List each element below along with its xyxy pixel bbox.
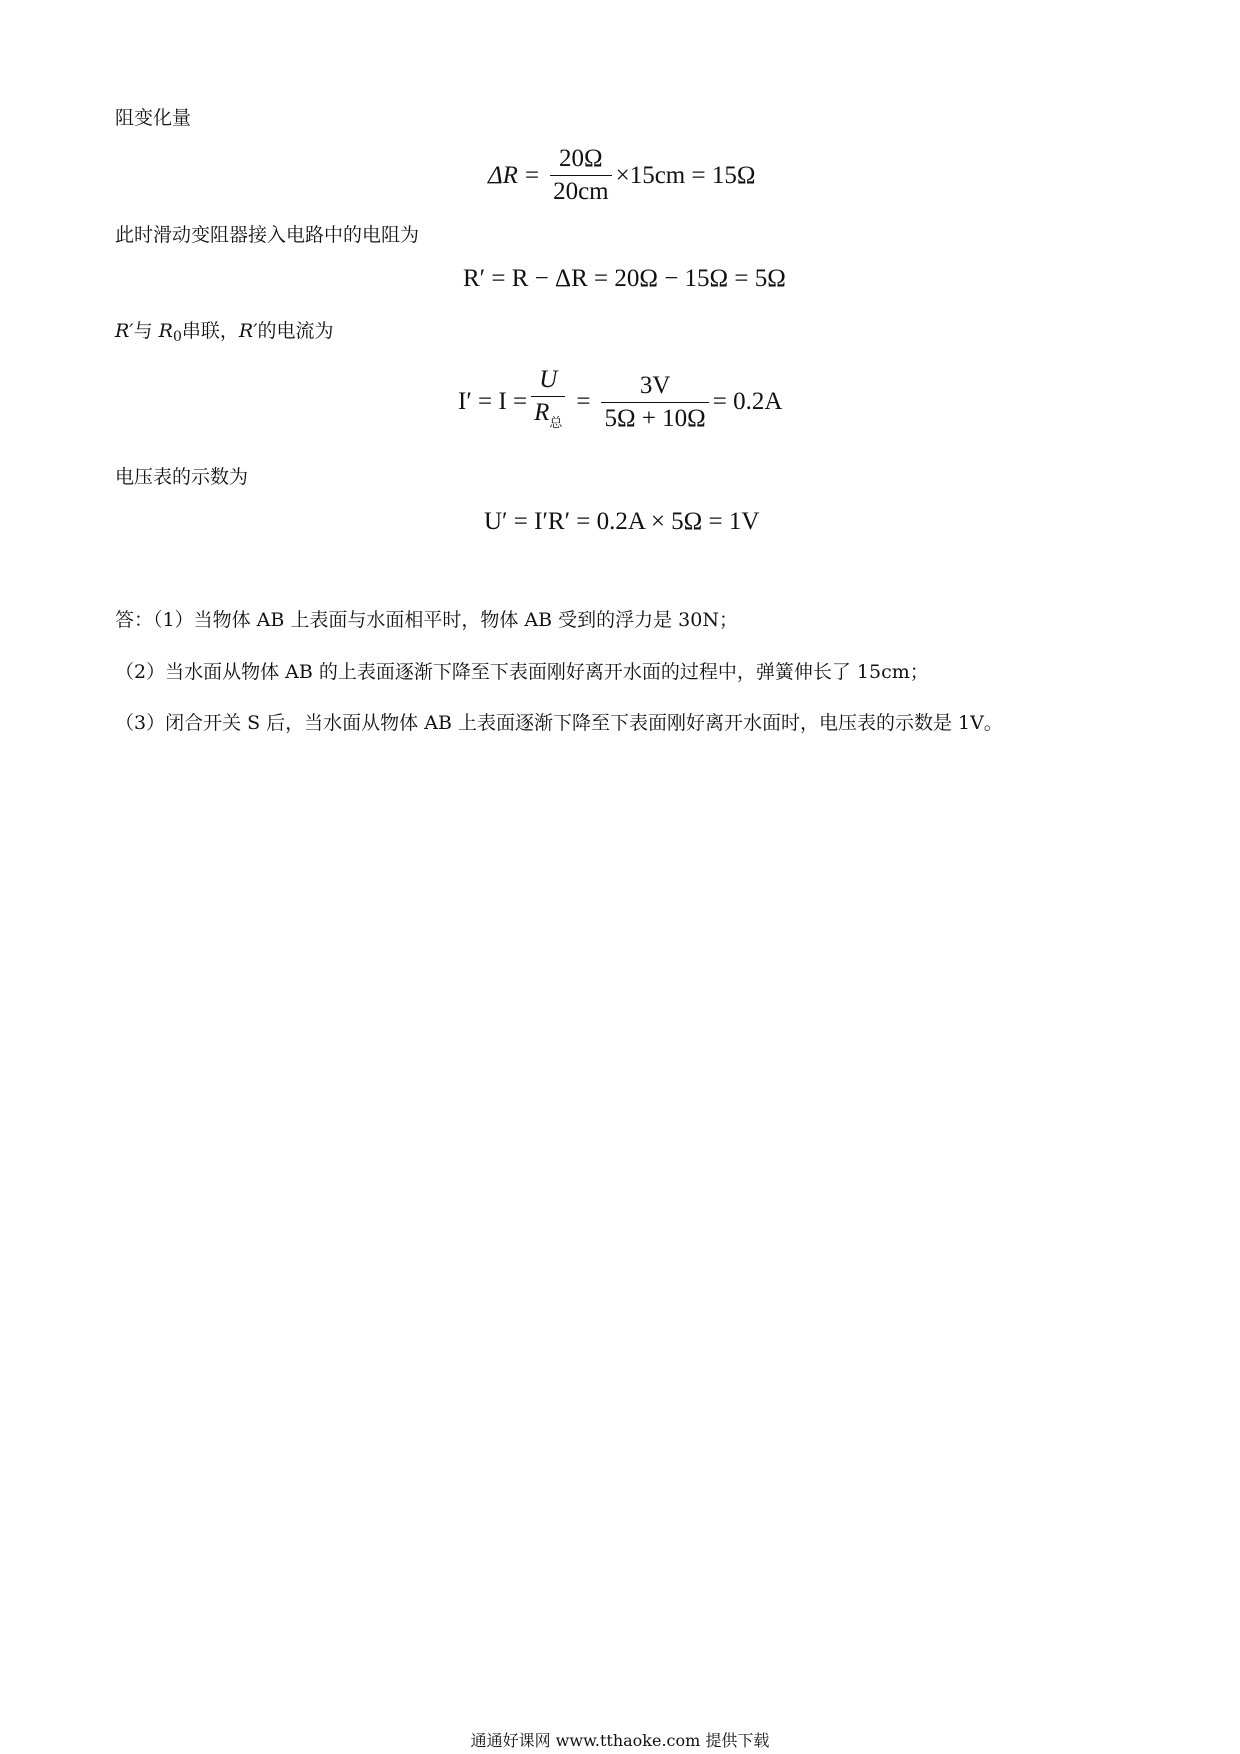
eq2-text: R′ = R − ΔR = 20Ω − 15Ω = 5Ω — [463, 265, 786, 292]
text-line-voltmeter: 电压表的示数为 — [115, 466, 249, 488]
text-line-resistance-change: 阻变化量 — [115, 107, 192, 129]
eq3-numerator-2: 3V — [639, 371, 671, 399]
eq3-denominator-1 — [531, 396, 565, 437]
eq3-numerator-1: U — [539, 366, 558, 393]
r0-symbol: R — [158, 320, 173, 342]
eq3-fraction-1 — [531, 367, 565, 437]
eq1-lhs: ΔR — [488, 161, 518, 189]
eq3-denominator-2: 5Ω + 10Ω — [601, 402, 708, 432]
answer-1: 答：（1）当物体 AB 上表面与水面相平时，物体 AB 受到的浮力是 30N； — [115, 609, 738, 631]
equation-delta-r — [488, 146, 755, 205]
eq1-equals: = — [524, 161, 540, 189]
r-prime-symbol-2: R′ — [238, 320, 258, 342]
answer-3: （3）闭合开关 S 后，当水面从物体 AB 上表面逐渐下降至下表面刚好离开水面时，电压表的示数是 1V。 — [115, 712, 1003, 734]
r-prime-symbol: R′ — [115, 320, 134, 342]
eq1-numerator: 20Ω — [559, 145, 603, 172]
eq3-rest: = 0.2A — [712, 388, 783, 415]
text-line-slider-resistance: 此时滑动变阻器接入电路中的电阻为 — [115, 224, 420, 246]
text-line-series — [115, 319, 334, 349]
text-current: 的电流为 — [257, 320, 334, 342]
equation-voltage — [484, 508, 759, 536]
text-series: 串联， — [181, 320, 239, 342]
r0-subscript: 0 — [172, 329, 182, 345]
eq3-lhs: I′ = I = — [458, 388, 528, 415]
text-yu: 与 — [133, 320, 159, 342]
eq3-total-subscript: 总 — [549, 416, 563, 431]
answer-2: （2）当水面从物体 AB 的上表面逐渐下降至下表面刚好离开水面的过程中，弹簧伸长了 15cm； — [115, 661, 929, 683]
page-footer: 通通好课网 www.tthaoke.com 提供下载 — [470, 1731, 770, 1750]
eq3-r-total: R — [534, 399, 550, 426]
eq4-text: U′ = I′R′ = 0.2A × 5Ω = 1V — [484, 508, 760, 535]
equation-current — [458, 367, 782, 437]
eq3-fraction-2 — [601, 373, 708, 432]
equation-r-prime — [463, 265, 786, 293]
eq1-rest: ×15cm = 15Ω — [615, 161, 756, 189]
eq1-denominator: 20cm — [550, 175, 612, 205]
eq3-equals: = — [576, 388, 591, 415]
eq1-fraction — [550, 146, 612, 205]
